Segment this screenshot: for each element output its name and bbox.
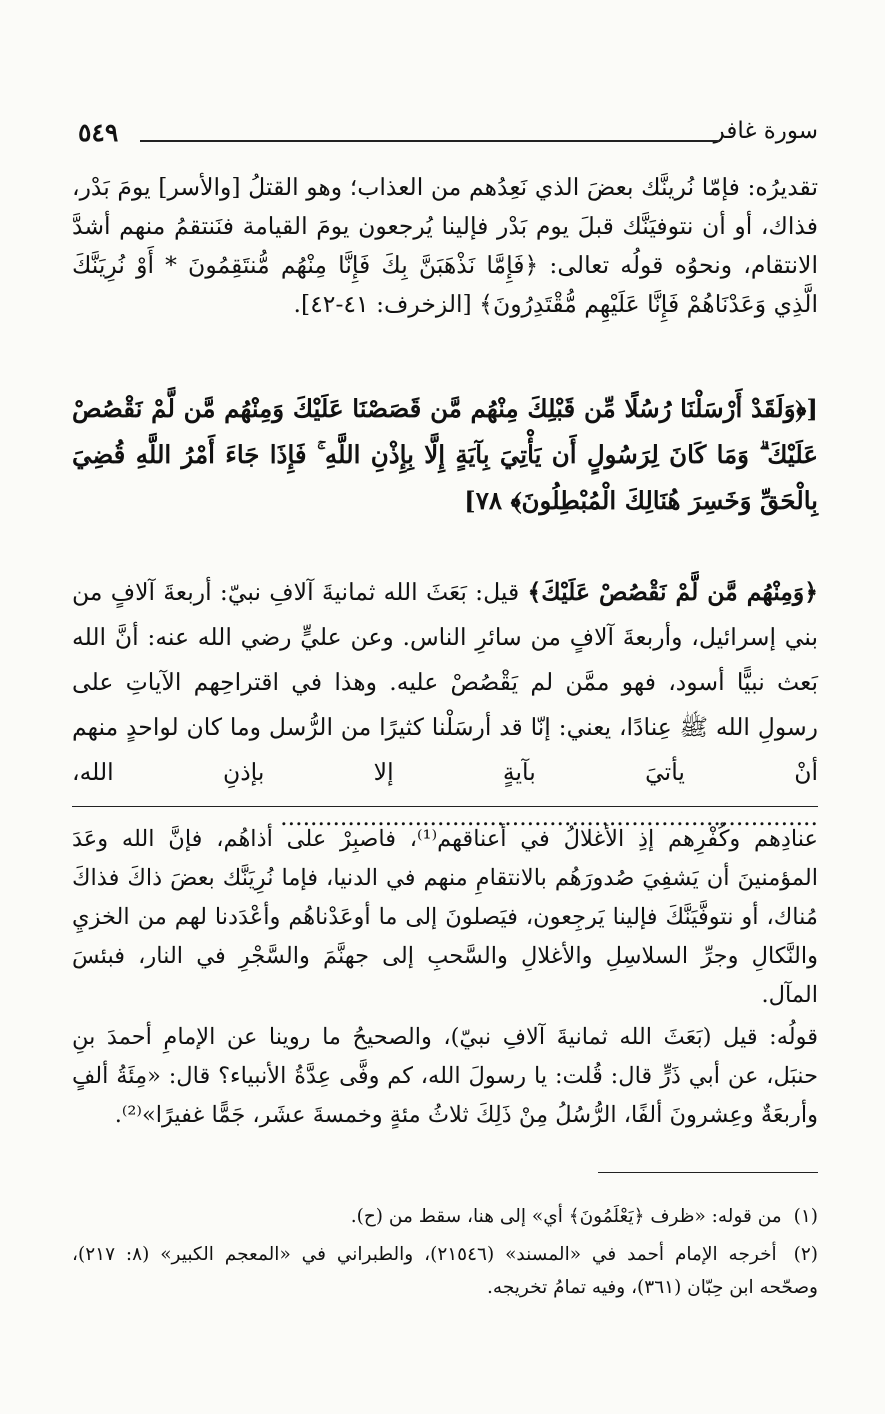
page-number: ٥٤٩: [78, 118, 119, 147]
footnote-text: من قوله: «ظرف ﴿يَعْلَمُونَ﴾ أي» إلى هنا، سقط من (ح).: [350, 1206, 782, 1227]
annotation-paragraph-2: قولُه: قيل (بَعَثَ الله ثمانيةَ آلافِ نبيّ)، والصحيحُ ما روينا عن الإمامِ أحمدَ بنِ حنبَل، عن أبي ذَرٍّ قال: قُلت: يا رسولَ الله، كم وفَّى عِدَّةُ الأنبياء؟ قال: «مِئَةُ ألفٍ وأربعَةٌ وعِشرونَ ألفًا، الرُّسُلُ مِنْ ذَلِكَ ثلاثُ مئةٍ وخمسةَ عشَر، جَمًّا غفيرًا»⁽²⁾.: [72, 1024, 818, 1128]
footnote-1: [72, 1200, 818, 1233]
header-rule: [140, 140, 720, 142]
annotation-paragraph-1: عنادِهم وكُفْرِهم إذِ الأغلالُ في أعناقهم⁽¹⁾، فاصبِرْ على أذاهُم، فإنَّ الله وعَدَ المؤمنينَ أن يَشفِيَ صُدورَهُم بالانتقامِ منهم في الدنيا، فإما نُرِيَنَّك بعضَ ذاكَ فذاكَ مُناك، أو نتوفَّيَنَّكَ فإلينا يَرجِعون، فيَصلونَ إلى ما أوعَدْناهُم وأعْدَدنا لهم من الخزيِ والنَّكالِ وجرِّ السلاسِلِ والأغلالِ والسَّحبِ إلى جهنَّمَ والسَّجْرِ في النار، فبئسَ المآل.: [72, 826, 818, 1008]
running-header: [78, 118, 818, 152]
commentary-text: قيل: بَعَثَ الله ثمانيةَ آلافِ نبيّ: أربعةَ آلافٍ من بني إسرائيل، وأربعةَ آلافٍ من سائرِ الناس. وعن عليٍّ رضي الله عنه: أنَّ الله بَعث نبيًّا أسود، فهو ممَّن لم يَقْصُصْ عليه. وهذا في اقتراحِهم الآياتِ على رسولِ الله ﷺ عِنادًا، يعني: إنّا قد أرسَلْنا كثيرًا من الرُّسل وما كان لواحدٍ منهم أنْ يأتيَ بآيةٍ إلا بإذنِ الله، ........................................................................: [72, 578, 818, 831]
commentary-paragraph-3: [72, 570, 818, 840]
footnote-number: (٢): [793, 1244, 818, 1265]
footnote-2: [72, 1238, 818, 1304]
commentary-paragraph-1: تقديرُه: فإمّا نُرينَّك بعضَ الذي نَعِدُهم من العذاب؛ وهو القتلُ [والأسر] يومَ بَدْر، فذاك، أو أن نتوفيَنَّك قبلَ يوم بَدْر فإلينا يُرجعون يومَ القيامة فنَنتقمُ منهم أشدَّ الانتقام، ونحوُه قولُه تعالى: ﴿فَإِمَّا نَذْهَبَنَّ بِكَ فَإِنَّا مِنْهُم مُّنتَقِمُونَ * أَوْ نُرِيَنَّكَ الَّذِي وَعَدْنَاهُمْ فَإِنَّا عَلَيْهِم مُّقْتَدِرُونَ﴾ [الزخرف: ٤١-٤٢].: [72, 173, 818, 318]
footnote-rule: [598, 1172, 818, 1173]
verse-quote: ﴿وَمِنْهُم مَّن لَّمْ نَقْصُصْ عَلَيْكَ﴾: [527, 578, 819, 606]
section-divider: [72, 806, 818, 807]
quran-verse-block: [﴿وَلَقَدْ أَرْسَلْنَا رُسُلًا مِّن قَبْلِكَ مِنْهُم مَّن قَصَصْنَا عَلَيْكَ وَمِنْهُم مَّن لَّمْ نَقْصُصْ عَلَيْكَ ۗ وَمَا كَانَ لِرَسُولٍ أَن يَأْتِيَ بِآيَةٍ إِلَّا بِإِذْنِ اللَّهِ ۚ فَإِذَا جَاءَ أَمْرُ اللَّهِ قُضِيَ بِالْحَقِّ وَخَسِرَ هُنَالِكَ الْمُبْطِلُونَ﴾ ٧٨]: [72, 394, 818, 515]
surah-title: سورة غافر: [713, 118, 818, 144]
footnote-text: أخرجه الإمام أحمد في «المسند» (٢١٥٤٦)، والطبراني في «المعجم الكبير» (٨: ٢١٧)، وصحّحه ابن حِبّان (٣٦١)، وفيه تمامُ تخريجه.: [72, 1244, 818, 1298]
footnote-number: (١): [793, 1206, 818, 1227]
